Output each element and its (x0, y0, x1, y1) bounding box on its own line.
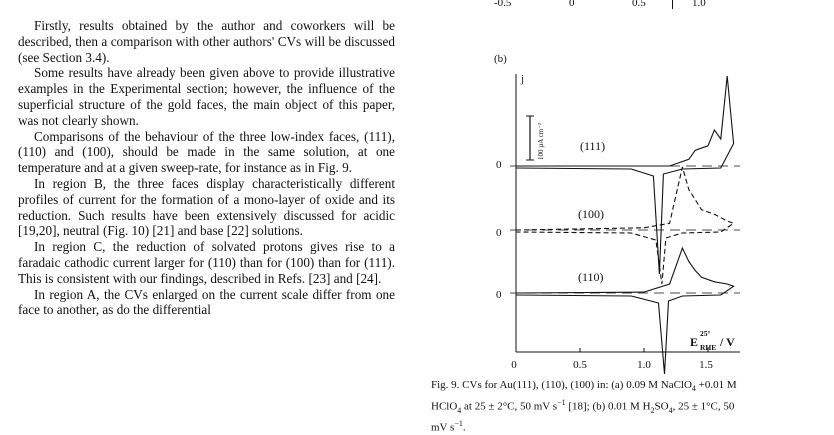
tick-label: -0.5 (494, 0, 512, 9)
body-text-column (18, 18, 395, 318)
x-tick-label: 0.5 (573, 359, 587, 371)
x-tick-label: 0 (511, 359, 517, 371)
figure-caption: Fig. 9. CVs for Au(111), (110), (100) in: (a) 0.09 M NaClO$_4$ +0.01 M HClO$_4$ at 25 ± 2°C, 50 mV $s^{-1}$ [18]; (b) 0.01 M $H_2SO_4$, 25 ± 1°C, 50 mV $s^{-1}$. (431, 379, 737, 434)
svg-text:25°: 25° (700, 329, 711, 338)
y-axis-label: j (521, 73, 525, 85)
paragraph: In region A, the CVs enlarged on the current scale differ from one face to another, as do the differential (18, 286, 395, 318)
tick-label: 0.5 (632, 0, 646, 9)
paragraph: Firstly, results obtained by the author and coworkers will be described, then a comparison with other authors' CVs will be discussed (see Section 3.4). (18, 18, 395, 65)
curve-label-110: (110) (578, 270, 604, 284)
x-tick-label: 1.5 (699, 359, 713, 371)
cv-curve-111 (516, 76, 734, 274)
svg-text:/ V: / V (720, 335, 735, 349)
paragraph: In region B, the three faces display characteristically different profiles of current for the formation of a mono-layer of oxide and its reduction. Such results have been extensively discussed for acidic [19,20], neutral (Fig. 10) [21] and base [22] solutions. (18, 175, 395, 239)
svg-text:RHE: RHE (700, 343, 717, 352)
curve-label-100: (100) (578, 207, 604, 221)
tick-label: 0 (569, 0, 575, 9)
x-tick-label: 1.0 (637, 359, 651, 371)
tick-label: 1.0 (692, 0, 706, 9)
zero-label: 0 (496, 289, 502, 301)
x-axis-label (690, 329, 735, 352)
cv-curve-110 (516, 248, 734, 374)
cv-plot (440, 70, 834, 382)
cv-figure (440, 70, 834, 382)
axis-line-fragment (672, 0, 673, 9)
svg-text:E: E (690, 335, 699, 349)
paragraph: Some results have already been given above to provide illustrative examples in the Experimental section; however, the influence of the superficial structure of the gold faces, the main object of this paper, was not clearly shown. (18, 65, 395, 128)
x-ticks (516, 348, 708, 352)
panel-label: (b) (494, 53, 507, 65)
paragraph: In region C, the reduction of solvated protons gives rise to a faradaic cathodic current larger for (110) than for (100) than for (111). This is consistent with our findings, described in Refs. [23] and [24]. (18, 239, 395, 286)
current-scale-bar (526, 116, 545, 160)
zero-label: 0 (496, 159, 502, 171)
cv-curve-100 (516, 167, 734, 284)
svg-text:100 µA cm⁻²: 100 µA cm⁻² (537, 122, 545, 160)
zero-label: 0 (496, 227, 502, 239)
paragraph: Comparisons of the behaviour of the three low-index faces, (111), (110) and (100), should be made in the same solution, at one temperature and at a given sweep-rate, for instance as in Fig. 9. (18, 128, 395, 176)
curve-label-111: (111) (580, 139, 606, 153)
